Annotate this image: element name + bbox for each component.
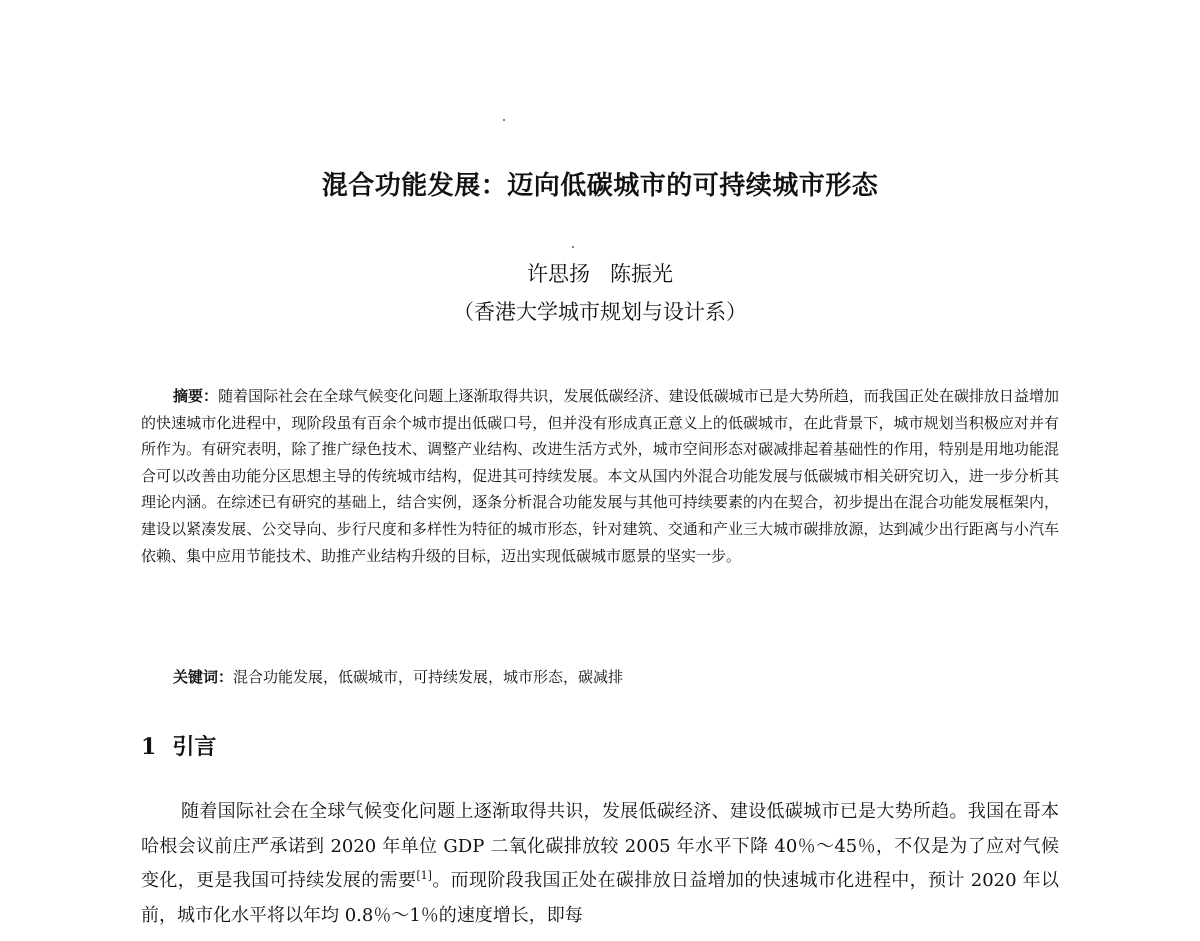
author-affiliation: （香港大学城市规划与设计系） — [453, 300, 747, 324]
keywords-text: 混合功能发展，低碳城市，可持续发展，城市形态，碳减排 — [233, 668, 624, 686]
author-name: 陈振光 — [610, 262, 673, 286]
section-heading — [141, 730, 216, 761]
section-number: 1 — [141, 734, 157, 760]
intro-paragraph — [141, 795, 1059, 933]
citation-ref[interactable]: [1] — [416, 869, 432, 882]
author-line — [0, 258, 1200, 288]
author-name: 许思扬 — [527, 262, 590, 286]
section-title: 引言 — [172, 735, 217, 760]
scan-speck — [572, 246, 574, 248]
abstract-text: 随着国际社会在全球气候变化问题上逐渐取得共识，发展低碳经济、建设低碳城市已是大势所趋，而我国正处在碳排放日益增加的快速城市化进程中，现阶段虽有百余个城市提出低碳口号，但并没有形成真正意义上的低碳城市，在此背景下，城市规划当积极应对并有所作为。有研究表明，除了推广绿色技术、调整产业结构、改进生活方式外，城市空间形态对碳减排起着基础性的作用，特别是用地功能混合可以改善由功能分区思想主导的传统城市结构，促进其可持续发展。本文从国内外混合功能发展与低碳城市相关研究切入，进一步分析其理论内涵。在综述已有研究的基础上，结合实例，逐条分析混合功能发展与其他可持续要素的内在契合，初步提出在混合功能发展框架内，建设以紧凑发展、公交导向、步行尺度和多样性为特征的城市形态，针对建筑、交通和产业三大城市碳排放源，达到减少出行距离与小汽车依赖、集中应用节能技术、助推产业结构升级的目标，迈出实现低碳城市愿景的坚实一步。 — [141, 387, 1059, 565]
scan-speck — [503, 119, 505, 121]
intro-text-part2: 。而现阶段我国正处在碳排放日益增加的快速城市化进程中，预计 2020 年以前，城市化水平将以年均 0.8％～1％的速度增长，即每 — [141, 870, 1060, 926]
keywords-label: 关键词： — [173, 668, 234, 686]
intro-text-part1: 随着国际社会在全球气候变化问题上逐渐取得共识，发展低碳经济、建设低碳城市已是大势所趋。我国在哥本哈根会议前庄严承诺到 2020 年单位 GDP 二氧化碳排放较 2005 年水平下降 40％～45％，不仅是为了应对气候变化，更是我国可持续发展的需要 — [141, 801, 1059, 891]
keywords-line — [173, 664, 1059, 690]
abstract-paragraph — [141, 383, 1059, 569]
abstract-label: 摘要： — [173, 387, 219, 405]
paper-title: 混合功能发展：迈向低碳城市的可持续城市形态 — [321, 171, 879, 201]
